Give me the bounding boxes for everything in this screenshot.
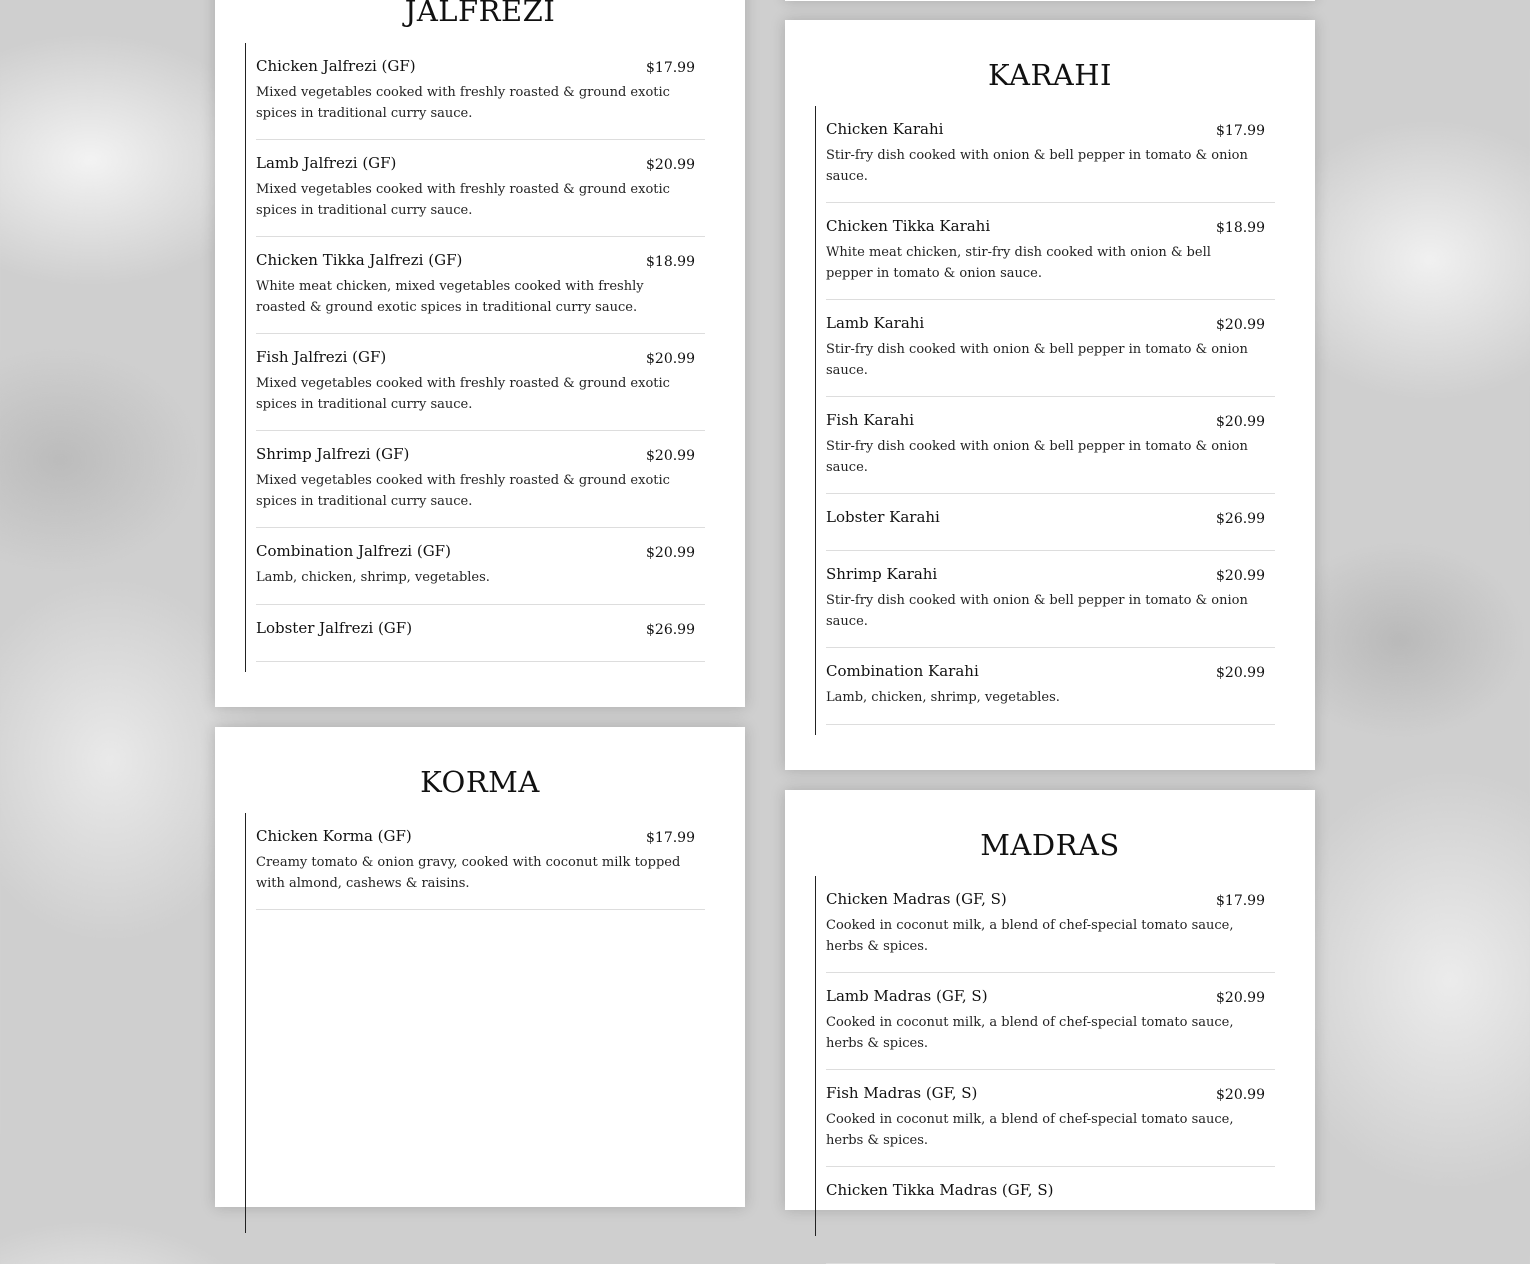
item-description: Creamy tomato & onion gravy, cooked with coconut milk topped with almond, cashews & raisins. (256, 855, 681, 891)
item-name: Chicken Tikka Madras (GF, S) (826, 1181, 1054, 1199)
menu-item (826, 106, 1275, 203)
item-name: Lamb Karahi (826, 314, 925, 332)
korma-items (245, 813, 705, 1233)
item-description: Cooked in coconut milk, a blend of chef-special tomato sauce, herbs & spices. (826, 1112, 1234, 1148)
menu-item (826, 876, 1275, 973)
menu-item (826, 973, 1275, 1070)
item-price: $26.99 (646, 622, 695, 638)
item-price: $17.99 (1216, 893, 1265, 909)
item-description: Stir-fry dish cooked with onion & bell pepper in tomato & onion sauce. (826, 439, 1248, 475)
item-name: Lobster Karahi (826, 508, 940, 526)
menu-item (826, 300, 1275, 397)
item-name: Chicken Jalfrezi (GF) (256, 57, 416, 75)
item-description: Stir-fry dish cooked with onion & bell pepper in tomato & onion sauce. (826, 342, 1248, 378)
menu-item (826, 397, 1275, 494)
item-description: Cooked in coconut milk, a blend of chef-special tomato sauce, herbs & spices. (826, 1015, 1234, 1051)
item-price: $20.99 (1216, 317, 1265, 333)
korma-card (215, 727, 745, 1207)
previous-card-edge (785, 0, 1315, 1)
item-name: Lobster Jalfrezi (GF) (256, 619, 413, 637)
menu-item (256, 431, 705, 528)
item-description: Cooked in coconut milk, a blend of chef-special tomato sauce, herbs & spices. (826, 918, 1234, 954)
item-price: $17.99 (646, 830, 695, 846)
item-description: Mixed vegetables cooked with freshly roasted & ground exotic spices in traditional curry sauce. (256, 473, 670, 509)
item-price: $20.99 (1216, 568, 1265, 584)
menu-item (256, 528, 705, 605)
korma-title: KORMA (420, 765, 540, 799)
item-price: $20.99 (1216, 414, 1265, 430)
menu-item (256, 237, 705, 334)
menu-item (826, 1167, 1275, 1264)
menu-item (826, 648, 1275, 725)
item-name: Combination Karahi (826, 662, 979, 680)
item-price: $20.99 (1216, 665, 1265, 681)
item-name: Chicken Korma (GF) (256, 827, 412, 845)
item-price: $26.99 (1216, 511, 1265, 527)
jalfrezi-items (245, 43, 705, 672)
item-name: Chicken Tikka Jalfrezi (GF) (256, 251, 463, 269)
item-name: Fish Jalfrezi (GF) (256, 348, 387, 366)
item-name: Shrimp Jalfrezi (GF) (256, 445, 410, 463)
item-name: Lamb Madras (GF, S) (826, 987, 988, 1005)
item-price: $18.99 (1216, 220, 1265, 236)
menu-item (826, 551, 1275, 648)
item-description: Lamb, chicken, shrimp, vegetables. (826, 690, 1060, 705)
item-price: $20.99 (646, 545, 695, 561)
menu-item (256, 813, 705, 910)
menu-item (256, 605, 705, 662)
item-description: White meat chicken, mixed vegetables cooked with freshly roasted & ground exotic spices in traditional curry sauce. (256, 279, 644, 315)
jalfrezi-card (215, 0, 745, 707)
menu-item (256, 140, 705, 237)
madras-items (815, 876, 1275, 1236)
menu-item (826, 203, 1275, 300)
item-name: Shrimp Karahi (826, 565, 938, 583)
item-name: Chicken Karahi (826, 120, 944, 138)
menu-item (256, 43, 705, 140)
madras-card (785, 790, 1315, 1210)
karahi-card (785, 20, 1315, 770)
item-price: $20.99 (646, 448, 695, 464)
item-description: Mixed vegetables cooked with freshly roasted & ground exotic spices in traditional curry sauce. (256, 85, 670, 121)
item-name: Chicken Tikka Karahi (826, 217, 991, 235)
item-price: $17.99 (646, 60, 695, 76)
item-price: $20.99 (1216, 990, 1265, 1006)
karahi-title: KARAHI (988, 58, 1112, 92)
item-price: $20.99 (646, 351, 695, 367)
item-price: $18.99 (646, 254, 695, 270)
menu-item (826, 494, 1275, 551)
jalfrezi-title: JALFREZI (404, 0, 556, 28)
madras-title: MADRAS (980, 828, 1120, 862)
item-description: Lamb, chicken, shrimp, vegetables. (256, 570, 490, 585)
item-name: Fish Karahi (826, 411, 915, 429)
item-name: Chicken Madras (GF, S) (826, 890, 1007, 908)
item-price: $20.99 (1216, 1087, 1265, 1103)
karahi-items (815, 106, 1275, 735)
item-price: $20.99 (646, 157, 695, 173)
item-price: $17.99 (1216, 123, 1265, 139)
item-description: White meat chicken, stir-fry dish cooked with onion & bell pepper in tomato & onion sauce. (826, 245, 1211, 281)
item-description: Stir-fry dish cooked with onion & bell pepper in tomato & onion sauce. (826, 593, 1248, 629)
item-name: Fish Madras (GF, S) (826, 1084, 978, 1102)
item-description: Mixed vegetables cooked with freshly roasted & ground exotic spices in traditional curry sauce. (256, 182, 670, 218)
item-name: Lamb Jalfrezi (GF) (256, 154, 397, 172)
menu-item (256, 334, 705, 431)
item-description: Mixed vegetables cooked with freshly roasted & ground exotic spices in traditional curry sauce. (256, 376, 670, 412)
item-name: Combination Jalfrezi (GF) (256, 542, 451, 560)
item-description: Stir-fry dish cooked with onion & bell pepper in tomato & onion sauce. (826, 148, 1248, 184)
menu-item (826, 1070, 1275, 1167)
